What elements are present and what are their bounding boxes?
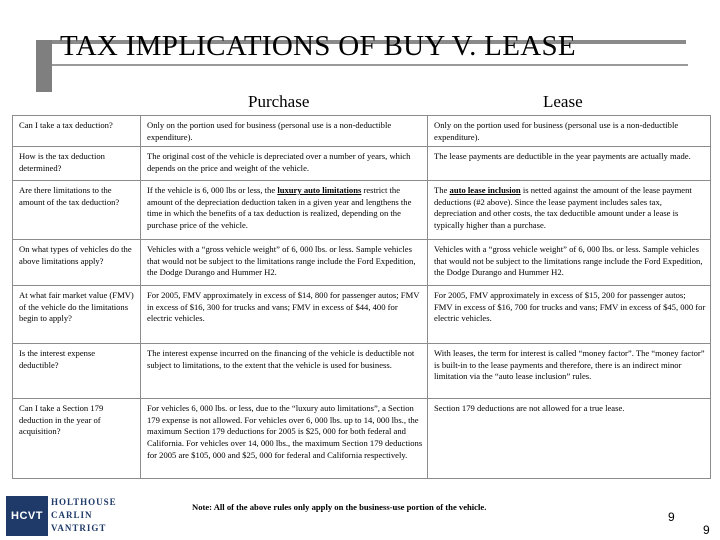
auto-lease-inclusion-term: auto lease inclusion bbox=[449, 185, 521, 196]
lease-text: The bbox=[434, 185, 450, 196]
logo-word: VANTRIGT bbox=[51, 523, 107, 533]
lease-cell: Only on the portion used for business (personal use is a non-deductible expenditure). bbox=[428, 116, 711, 147]
table-row bbox=[13, 116, 711, 147]
lease-cell: Vehicles with a “gross vehicle weight” of 6, 000 lbs. or less. Sample vehicles that would not be subject to the limitations range include the Ford Expedition, the Dodge Durango and Hummer H2. bbox=[428, 240, 711, 286]
table-row bbox=[13, 344, 711, 399]
table-row bbox=[13, 147, 711, 181]
question-cell: On what types of vehicles do the above limitations apply? bbox=[13, 240, 141, 286]
logo-wordmark bbox=[51, 496, 117, 536]
logo-word: HOLTHOUSE bbox=[51, 497, 117, 507]
lease-text: is netted against the amount of the lease payment deductions (#2 above). Since the lease payment includes sales tax, depreciation and other costs, the tax deductible amount under a lease is typically higher than a purchase. bbox=[434, 185, 692, 230]
column-header-purchase: Purchase bbox=[248, 92, 310, 111]
lease-cell: For 2005, FMV approximately in excess of $15, 200 for passenger autos; FMV in excess of $16, 700 for trucks and vans; FMV in excess of $45, 000 for electric vehicles. bbox=[428, 286, 711, 344]
luxury-auto-limitations-term: luxury auto limitations bbox=[277, 185, 362, 196]
purchase-cell: For vehicles 6, 000 lbs. or less, due to the “luxury auto limitations”, a Section 179 expense is not allowed. For vehicles over 6, 000 lbs. up to 14, 000 lbs., the maximum Section 179 deductions for 2005 is $25, 000 for both federal and California. For vehicles over 14, 000 lbs., the maximum Section 179 deductions for 2005 are $105, 000 and $25, 000 for federal and California respectively. bbox=[141, 399, 428, 479]
title-underline bbox=[52, 64, 688, 66]
purchase-cell: The interest expense incurred on the financing of the vehicle is deductible not subject to limitations, to the extent that the vehicle is used for business. bbox=[141, 344, 428, 399]
logo-mark: HCVT bbox=[6, 496, 48, 536]
purchase-text: If the vehicle is 6, 000 lbs or less, the bbox=[147, 185, 278, 196]
question-cell: Are there limitations to the amount of the tax deduction? bbox=[13, 181, 141, 240]
company-logo bbox=[6, 496, 117, 538]
purchase-text: restrict the amount of the depreciation deduction taken in a given year and lengthens the time in which the benefits of a tax deduction is realized, depending on the purchase price of the vehicle. bbox=[147, 185, 412, 230]
logo-word: CARLIN bbox=[51, 510, 93, 520]
page-number-corner: 9 bbox=[703, 523, 710, 537]
lease-cell: With leases, the term for interest is called “money factor”. The “money factor” is built-in to the lease payments and therefore, there is an indirect minor limitation via the “auto lease inclusion” rules. bbox=[428, 344, 711, 399]
comparison-table bbox=[12, 115, 711, 479]
question-cell: Can I take a tax deduction? bbox=[13, 116, 141, 147]
lease-cell bbox=[428, 181, 711, 240]
purchase-cell: For 2005, FMV approximately in excess of $14, 800 for passenger autos; FMV in excess of $16, 300 for trucks and vans; FMV in excess of $44, 400 for electric vehicles. bbox=[141, 286, 428, 344]
purchase-cell: Vehicles with a “gross vehicle weight” of 6, 000 lbs. or less. Sample vehicles that would not be subject to the limitations range include the Ford Expedition, the Dodge Durango and Hummer H2. bbox=[141, 240, 428, 286]
lease-cell: The lease payments are deductible in the year payments are actually made. bbox=[428, 147, 711, 181]
question-cell: Is the interest expense deductible? bbox=[13, 344, 141, 399]
table-row bbox=[13, 240, 711, 286]
table-row bbox=[13, 181, 711, 240]
question-cell: At what fair market value (FMV) of the vehicle do the limitations begin to apply? bbox=[13, 286, 141, 344]
slide-title: TAX IMPLICATIONS OF BUY V. LEASE bbox=[60, 30, 576, 62]
question-cell: Can I take a Section 179 deduction in the year of acquisition? bbox=[13, 399, 141, 479]
page-number: 9 bbox=[668, 510, 675, 524]
footnote: Note: All of the above rules only apply on the business-use portion of the vehicle. bbox=[192, 502, 487, 512]
purchase-cell: Only on the portion used for business (personal use is a non-deductible expenditure). bbox=[141, 116, 428, 147]
lease-cell: Section 179 deductions are not allowed for a true lease. bbox=[428, 399, 711, 479]
purchase-cell: The original cost of the vehicle is depreciated over a number of years, which depends on the price and weight of the vehicle. bbox=[141, 147, 428, 181]
title-accent-bar bbox=[36, 40, 52, 92]
purchase-cell bbox=[141, 181, 428, 240]
table-row bbox=[13, 286, 711, 344]
column-header-lease: Lease bbox=[543, 92, 583, 111]
question-cell: How is the tax deduction determined? bbox=[13, 147, 141, 181]
table-row bbox=[13, 399, 711, 479]
